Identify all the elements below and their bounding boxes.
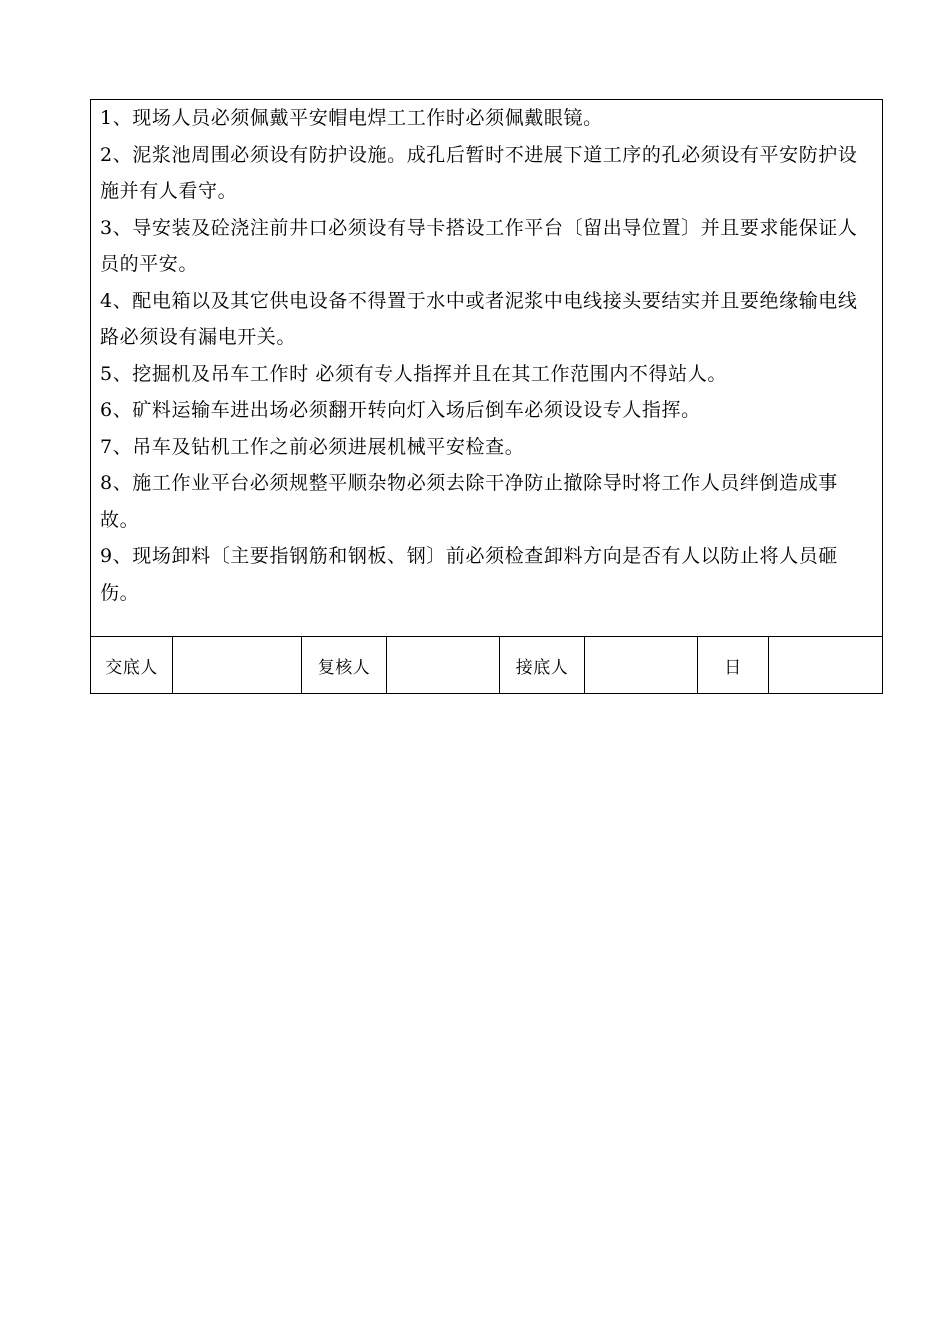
safety-item-7: 7、吊车及钻机工作之前必须进展机械平安检查。: [100, 435, 525, 458]
safety-item-2: 2、泥浆池周围必须设有防护设施。成孔后暂时不进展下道工序的孔必须设有平安防护设施并有人看守。: [100, 143, 858, 202]
safety-item-5: 5、挖掘机及吊车工作时 必须有专人指挥并且在其工作范围内不得站人。: [100, 362, 727, 385]
receiver-label: 接底人: [500, 637, 585, 693]
safety-item-1: 1、现场人员必须佩戴平安帽电焊工工作时必须佩戴眼镜。: [100, 107, 603, 129]
receiver-value-field[interactable]: [585, 637, 698, 693]
handover-label: 交底人: [91, 637, 173, 693]
safety-briefing-table: [90, 99, 883, 694]
date-label: 日: [698, 637, 769, 693]
reviewer-label: 复核人: [302, 637, 387, 693]
handover-value-field[interactable]: [173, 637, 302, 693]
safety-item-6: 6、矿料运输车进出场必须翻开转向灯入场后倒车必须设设专人指挥。: [100, 399, 701, 421]
date-value-field[interactable]: [769, 637, 882, 693]
safety-item-9: 9、现场卸料〔主要指钢筋和钢板、钢〕前必须检查卸料方向是否有人以防止将人员砸伤。: [100, 545, 838, 604]
safety-item-3: 3、导安装及砼浇注前井口必须设有导卡搭设工作平台〔留出导位置〕并且要求能保证人员的平安。: [100, 216, 858, 275]
signature-row: [91, 637, 882, 693]
reviewer-value-field[interactable]: [387, 637, 500, 693]
safety-item-8: 8、施工作业平台必须规整平顺杂物必须去除干净防止撤除导时将工作人员绊倒造成事故。: [100, 472, 838, 531]
safety-items-cell: [91, 100, 882, 637]
safety-item-4: 4、配电箱以及其它供电设备不得置于水中或者泥浆中电线接头要结实并且要绝缘输电线路必须设有漏电开关。: [100, 289, 858, 348]
